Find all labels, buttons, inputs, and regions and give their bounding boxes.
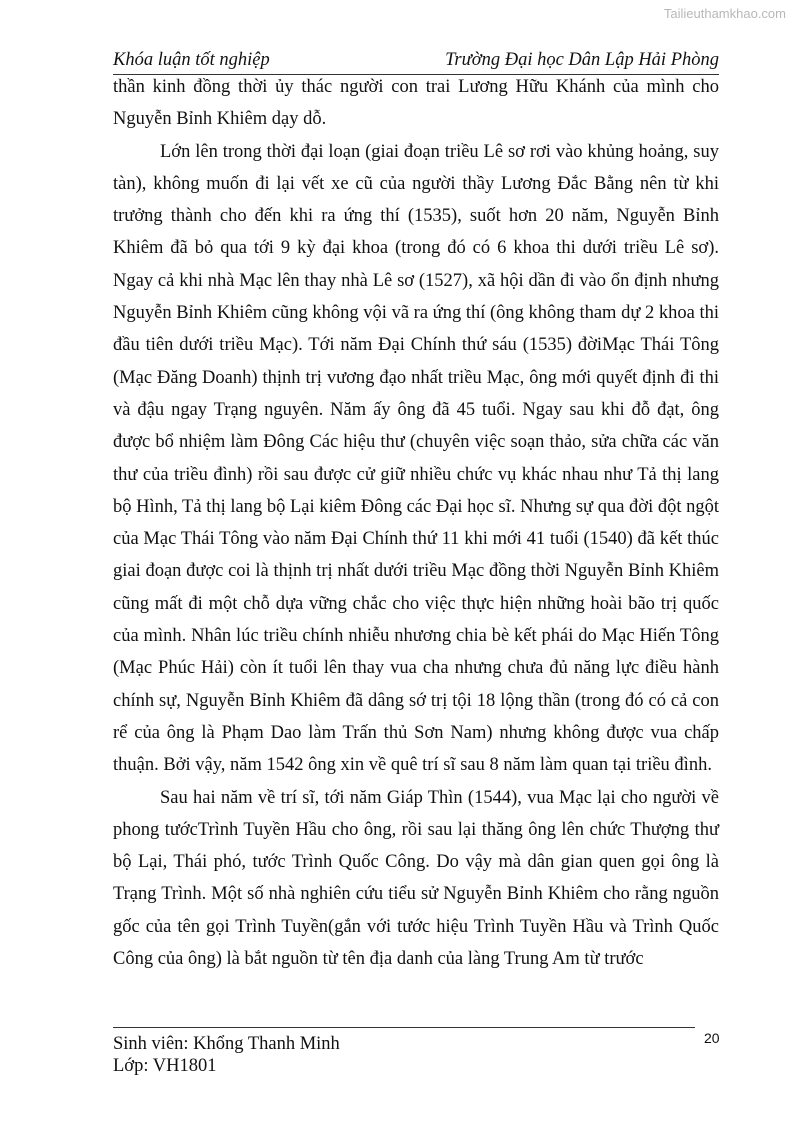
header-left: Khóa luận tốt nghiệp [113,50,270,70]
body-text [113,71,719,975]
footer-student: Sinh viên: Khổng Thanh Minh [113,1034,340,1054]
watermark: Tailieuthamkhao.com [663,6,786,21]
footer-divider [113,1027,695,1028]
paragraph: thần kinh đồng thời ủy thác người con trai Lương Hữu Khánh của mình cho Nguyễn Bỉnh Khiêm dạy dỗ. [113,77,719,130]
header-right: Trường Đại học Dân Lập Hải Phòng [445,50,719,70]
page-number: 20 [704,1030,720,1046]
paragraph: Lớn lên trong thời đại loạn (giai đoạn triều Lê sơ rơi vào khủng hoảng, suy tàn), không muốn đi lại vết xe cũ của người thầy Lương Đắc Bằng nên từ khi trưởng thành cho đến khi ra ứng thí (1535), suốt hơn 20 năm, Nguyễn Bỉnh Khiêm đã bỏ qua tới 9 kỳ đại khoa (trong đó có 6 khoa thi dưới triều Lê sơ). Ngay cả khi nhà Mạc lên thay nhà Lê sơ (1527), xã hội dần đi vào ổn định nhưng Nguyễn Bỉnh Khiêm cũng không vội vã ra ứng thí (ông không tham dự 2 khoa thi đầu tiên dưới triều Mạc). Tới năm Đại Chính thứ sáu (1535) đờiMạc Thái Tông (Mạc Đăng Doanh) thịnh trị vương đạo nhất triều Mạc, ông mới quyết định đi thi và đậu ngay Trạng nguyên. Năm ấy ông đã 45 tuổi. Ngay sau khi đỗ đạt, ông được bổ nhiệm làm Đông Các hiệu thư (chuyên việc soạn thảo, sửa chữa các văn thư của triều đình) rồi sau được cử giữ nhiều chức vụ khác nhau như Tả thị lang bộ Hình, Tả thị lang bộ Lại kiêm Đông các Đại học sĩ. Nhưng sự qua đời đột ngột của Mạc Thái Tông vào năm Đại Chính thứ 11 khi mới 41 tuổi (1540) đã kết thúc giai đoạn được coi là thịnh trị nhất dưới triều Mạc đồng thời Nguyễn Bỉnh Khiêm cũng mất đi một chỗ dựa vững chắc cho việc thực hiện những hoài bão trị quốc của mình. Nhân lúc triều chính nhiễu nhương chia bè kết phái do Mạc Hiến Tông (Mạc Phúc Hải) còn ít tuổi lên thay vua cha nhưng chưa đủ năng lực điều hành chính sự, Nguyễn Bỉnh Khiêm đã dâng sớ trị tội 18 lộng thần (trong đó có cả con rể của ông là Phạm Dao làm Trấn thủ Sơn Nam) nhưng không được vua chấp thuận. Bởi vậy, năm 1542 ông xin về quê trí sĩ sau 8 năm làm quan tại triều đình. [113,141,719,776]
paragraph: Sau hai năm về trí sĩ, tới năm Giáp Thìn (1544), vua Mạc lại cho người về phong tướcTrình Tuyền Hầu cho ông, rồi sau lại thăng ông lên chức Thượng thư bộ Lại, Thái phó, tước Trình Quốc Công. Do vậy mà dân gian quen gọi ông là Trạng Trình. Một số nhà nghiên cứu tiểu sử Nguyễn Bỉnh Khiêm cho rằng nguồn gốc của tên gọi Trình Tuyền(gắn với tước hiệu Trình Tuyền Hầu và Trình Quốc Công của ông) là bắt nguồn từ tên địa danh của làng Trung Am từ trước [113,787,719,970]
page-footer [113,1033,340,1077]
footer-class: Lớp: VH1801 [113,1056,217,1076]
